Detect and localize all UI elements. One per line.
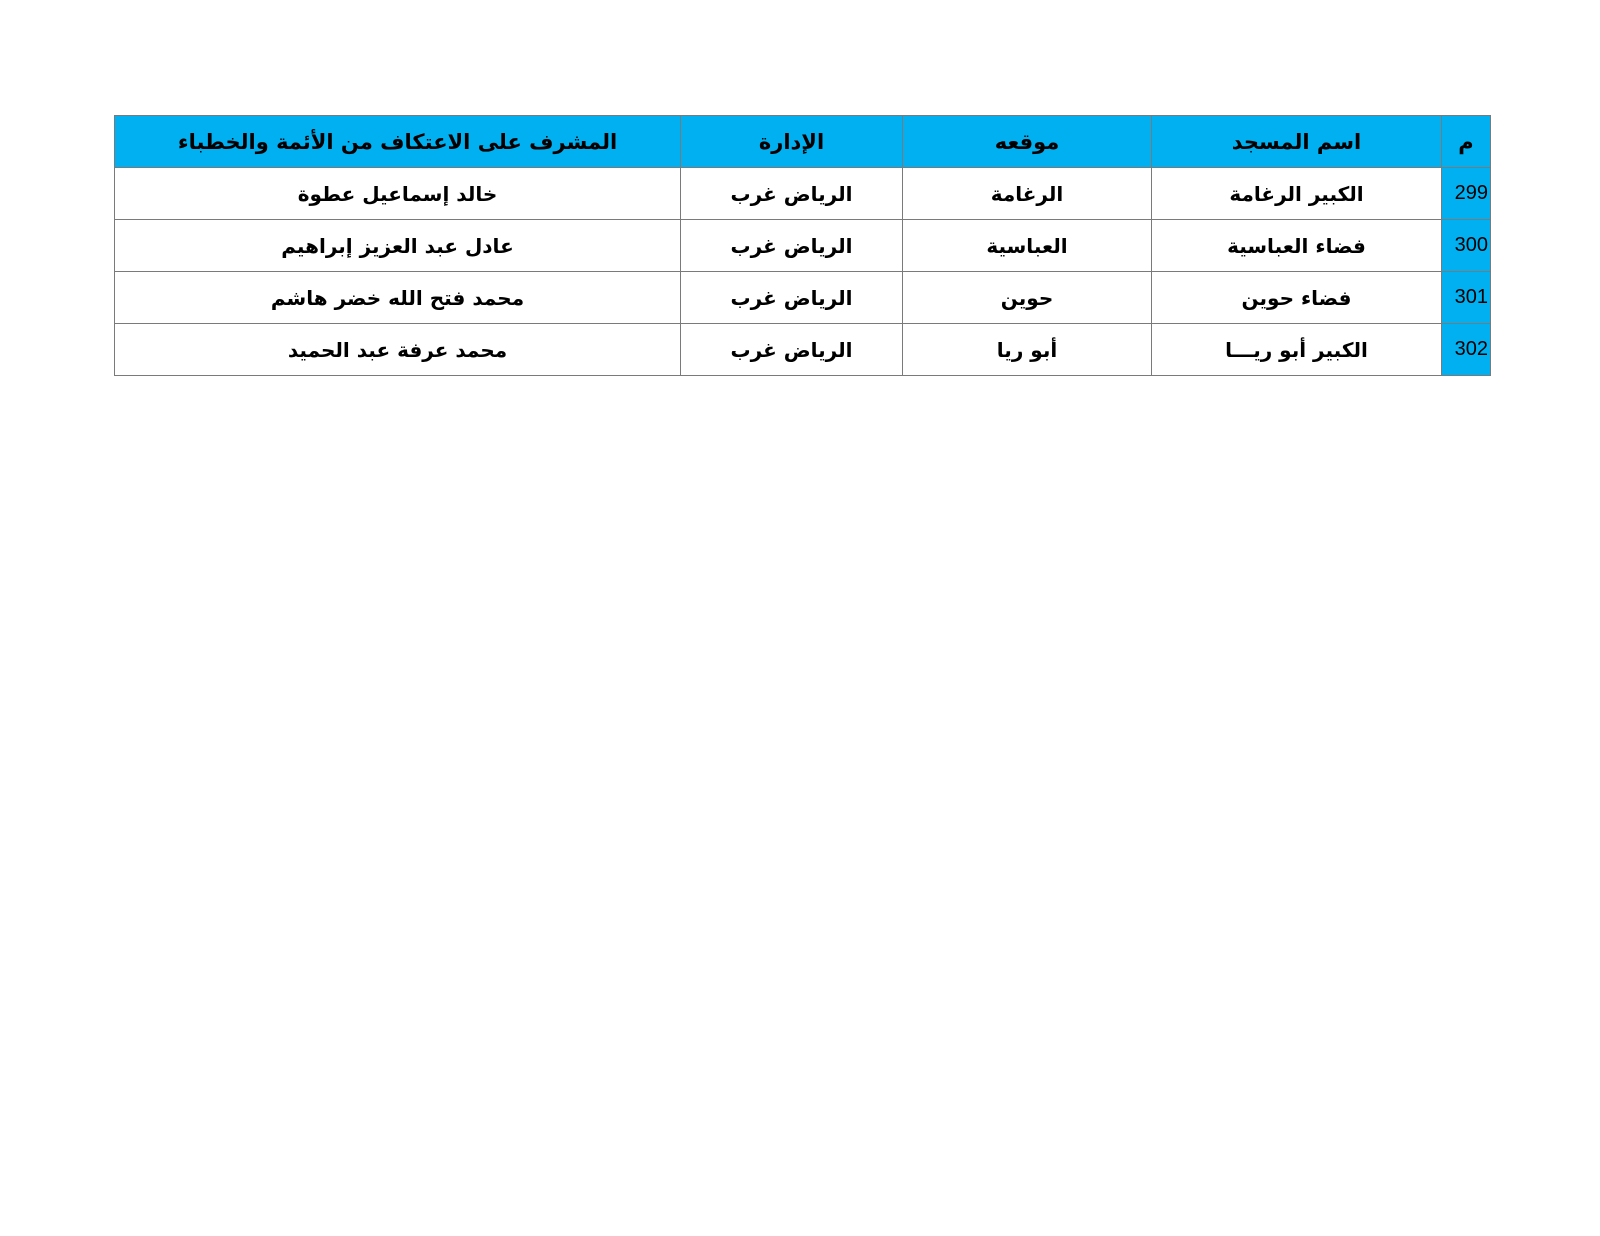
location-cell: أبو ريا (903, 324, 1152, 376)
row-number: 299 (1442, 168, 1491, 220)
row-number: 302 (1442, 324, 1491, 376)
administration-cell: الرياض غرب (681, 220, 903, 272)
table-row (115, 272, 1491, 324)
mosque-itikaf-table (114, 115, 1491, 376)
header-number: م (1442, 116, 1491, 168)
mosque-name-cell: الكبير الرغامة (1152, 168, 1442, 220)
administration-cell: الرياض غرب (681, 324, 903, 376)
table-row (115, 168, 1491, 220)
header-administration: الإدارة (681, 116, 903, 168)
header-location: موقعه (903, 116, 1152, 168)
mosque-name-cell: فضاء العباسية (1152, 220, 1442, 272)
supervisor-cell: محمد عرفة عبد الحميد (115, 324, 681, 376)
location-cell: حوين (903, 272, 1152, 324)
supervisor-cell: محمد فتح الله خضر هاشم (115, 272, 681, 324)
supervisor-cell: عادل عبد العزيز إبراهيم (115, 220, 681, 272)
header-supervisor: المشرف على الاعتكاف من الأئمة والخطباء (115, 116, 681, 168)
header-mosque-name: اسم المسجد (1152, 116, 1442, 168)
supervisor-cell: خالد إسماعيل عطوة (115, 168, 681, 220)
administration-cell: الرياض غرب (681, 272, 903, 324)
table-row (115, 324, 1491, 376)
administration-cell: الرياض غرب (681, 168, 903, 220)
mosque-name-cell: الكبير أبو ريـــا (1152, 324, 1442, 376)
location-cell: الرغامة (903, 168, 1152, 220)
row-number: 301 (1442, 272, 1491, 324)
table-header-row (115, 116, 1491, 168)
table-row (115, 220, 1491, 272)
location-cell: العباسية (903, 220, 1152, 272)
row-number: 300 (1442, 220, 1491, 272)
mosque-name-cell: فضاء حوين (1152, 272, 1442, 324)
